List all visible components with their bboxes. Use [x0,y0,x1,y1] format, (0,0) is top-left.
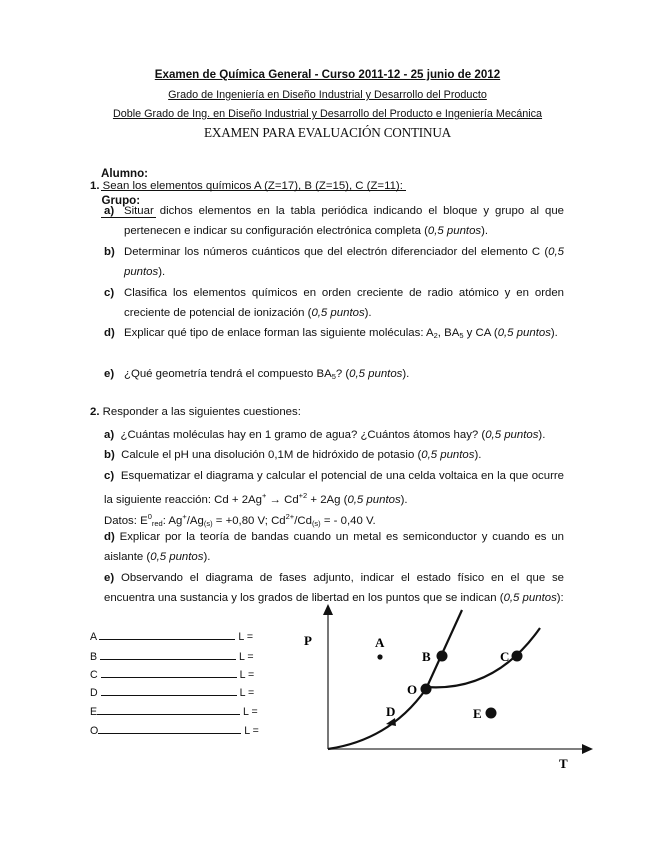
l-label: L = [238,651,254,663]
datos-text: = +0,80 V; Cd [212,515,286,527]
subscript: 5 [459,331,464,340]
item-text: ¿Cuántas moléculas hay en 1 gramo de agua? ¿Cuántos átomos hay? ( [120,429,486,441]
sublimation-curve [328,689,426,749]
l-label: L = [244,725,259,737]
point-d-marker [386,718,396,726]
datos-text: /Cd [294,515,312,527]
p-axis-label: P [304,633,312,648]
item-points: 0,5 puntos [347,494,401,506]
answer-point-label: B [90,651,98,663]
label-o: O [407,682,418,697]
answer-row-b [90,650,254,663]
item-label: a) [104,429,115,441]
x-axis-arrow-icon [582,744,593,754]
datos-text: = - 0,40 V. [320,515,376,527]
point-o-marker [421,684,432,695]
q1-item-a [104,201,564,241]
item-points: 0,5 puntos [349,368,403,380]
fusion-curve [426,610,462,689]
answer-row-d [90,686,254,699]
item-label: d) [104,327,115,339]
item-end: ). [158,266,166,278]
datos-label: Datos: E [104,515,148,527]
superscript: 0 [147,512,152,521]
label-d: D [386,704,396,719]
answer-row-o [90,724,259,737]
item-points: 0,5 puntos [497,327,551,339]
q2-item-d [104,527,564,567]
item-points: 0,5 puntos [503,592,557,604]
point-b-marker [437,651,448,662]
q2-item-a [104,425,564,445]
point-c-marker [512,651,523,662]
answer-field-c[interactable] [101,668,237,678]
label-e: E [473,706,482,721]
exam-type: EXAMEN PARA EVALUACIÓN CONTINUA [204,125,451,140]
item-text: ? ( [335,368,350,380]
phase-diagram [295,600,595,775]
item-label: d) [104,531,115,543]
item-end: ). [538,429,546,441]
item-label: b) [104,449,115,461]
item-points: 0,5 puntos [150,551,204,563]
q1-item-c [104,283,564,323]
answer-row-e [90,705,258,718]
item-end: ). [550,327,558,339]
item-end: ). [203,551,211,563]
answer-field-d[interactable] [101,686,237,696]
l-label: L = [239,687,255,699]
item-text: , BA [437,327,460,339]
label-a: A [375,635,385,650]
q2-item-b [104,445,564,465]
l-label: L = [238,631,254,643]
question-1 [90,180,403,192]
alumno-label: Alumno: [101,167,149,180]
l-label: L = [243,706,258,718]
datos-text: /Ag [186,515,204,527]
answer-field-b[interactable] [100,650,236,660]
item-label: c) [104,470,115,482]
point-a-marker [377,654,382,659]
degree-line-2: Doble Grado de Ing. en Diseño Industrial y Desarrollo del Producto e Ingeniería Mecánica [112,108,543,120]
item-end: ): [556,592,564,604]
answer-row-c [90,668,254,681]
phase-diagram-svg [295,600,595,775]
item-points: 0,5 puntos [427,225,482,237]
question-2 [90,406,301,418]
subscript: 2 [433,331,438,340]
exam-title: Examen de Química General - Curso 2011-12 - 25 junio de 2012 [154,68,501,81]
superscript: 2+ [285,512,295,521]
item-text: Calcule el pH una disolución 0,1M de hidróxido de potasio ( [121,449,422,461]
item-text: Clasifica los elementos químicos en orden creciente de radio atómico y en orden creciente de potencial de ionización ( [124,287,564,319]
item-end: ). [481,225,489,237]
answer-field-a[interactable] [99,630,235,640]
answer-point-label: A [90,631,97,643]
q1-item-b [104,242,564,282]
label-c: C [500,649,510,664]
degree-line-1: Grado de Ingeniería en Diseño Industrial y Desarrollo del Producto [168,89,487,101]
item-label: e) [104,368,115,380]
answer-point-label: D [90,687,98,699]
q1-item-d [104,323,564,346]
superscript: + [182,512,187,521]
l-label: L = [239,669,255,681]
label-b: B [422,649,431,664]
item-end: ). [474,449,482,461]
y-axis-arrow-icon [323,604,333,615]
answer-point-label: C [90,669,98,681]
answer-point-label: E [90,706,98,718]
superscript: + [261,491,267,500]
grupo-label: Grupo: [101,194,141,207]
point-e-marker [486,708,497,719]
subscript: red [151,519,163,528]
item-text: Explicar por la teoría de bandas cuando un metal es semiconductor y cuando es un aislante ( [104,531,565,563]
item-points: 0,5 puntos [485,429,539,441]
item-text: y CA ( [463,327,498,339]
item-label: b) [104,246,115,258]
question-1-prompt: Sean los elementos químicos A (Z=17), B (Z=15), C (Z=11): [102,180,403,192]
item-text: Situar dichos elementos en la tabla periódica indicando el bloque y grupo al que pertenecen e indicar su configuración electrónica completa ( [124,205,564,237]
item-text: Determinar los números cuánticos que del electrón diferenciador del elemento C ( [124,246,549,258]
q2-item-c [104,466,564,510]
datos-text: : Ag [162,515,183,527]
answer-point-label: O [90,725,99,737]
answer-field-o[interactable] [98,724,241,734]
superscript: +2 [298,491,308,500]
subscript: 5 [331,372,336,381]
subscript: (s) [311,519,321,528]
item-end: ). [364,307,372,319]
item-end: ). [400,494,408,506]
item-end: ). [402,368,410,380]
subscript: (s) [203,519,213,528]
item-text: + 2Ag ( [307,494,348,506]
t-axis-label: T [559,756,568,771]
item-points: 0,5 puntos [311,307,365,319]
item-points: 0,5 puntos [124,246,564,278]
question-2-prompt: Responder a las siguientes cuestiones: [102,406,301,418]
answer-row-a [90,630,253,643]
item-text: Explicar qué tipo de enlace forman las siguiente moléculas: A [124,327,434,339]
item-text: Observando el diagrama de fases adjunto, indicar el estado físico en el que se encuentra una sustancia y los grados de libertad en los puntos que se indican ( [104,572,564,604]
item-label: c) [104,287,115,299]
item-label: e) [104,572,115,584]
answer-field-e[interactable] [97,705,240,715]
item-label: a) [104,205,115,217]
item-text: → Cd [266,494,299,506]
question-1-number: 1. [90,180,100,192]
item-text: Esquematizar el diagrama y calcular el potencial de una celda voltaica en la que ocurre la siguiente reacción: Cd + 2Ag [104,470,564,506]
item-points: 0,5 puntos [421,449,475,461]
item-text: ¿Qué geometría tendrá el compuesto BA [124,368,332,380]
q1-item-e [104,364,564,387]
question-2-number: 2. [90,406,100,418]
